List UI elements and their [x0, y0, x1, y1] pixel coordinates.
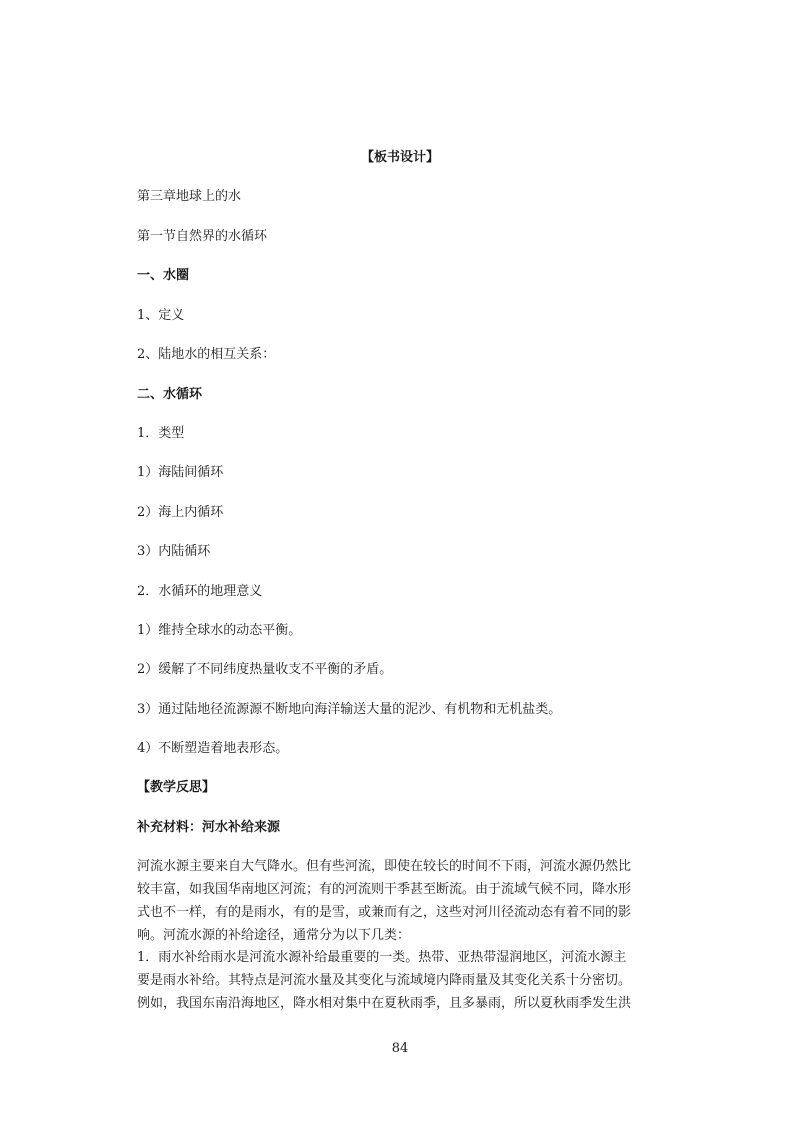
paragraph-rain-supply	[137, 946, 664, 1015]
paragraph-water-sources	[137, 855, 664, 947]
paragraph-line: 较丰富，如我国华南地区河流；有的河流则干季甚至断流。由于流域气候不同，降水形	[137, 882, 632, 897]
type-item: 1）海陆间循环	[137, 465, 224, 480]
paragraph-line: 式也不一样，有的是雨水，有的是雪，或兼而有之，这些对河川径流动态有着不同的影	[137, 905, 632, 920]
paragraph-line: 例如，我国东南沿海地区，降水相对集中在夏秋雨季，且多暴雨，所以夏秋雨季发生洪	[137, 996, 632, 1011]
significance-item: 4）不断塑造着地表形态。	[137, 741, 289, 756]
types-heading: 1．类型	[137, 426, 185, 441]
part2-title: 二、水循环	[137, 387, 203, 402]
page-number: 84	[391, 1041, 409, 1056]
part1-item: 1、定义	[137, 308, 185, 323]
paragraph-line: 要是雨水补给。其特点是河流水量及其变化与流域境内降雨量及其变化关系十分密切。	[137, 973, 632, 988]
significance-item: 2）缓解了不同纬度热量收支不平衡的矛盾。	[137, 662, 393, 677]
part1-item: 2、陆地水的相互关系：	[137, 347, 276, 362]
board-design-heading: 【板书设计】	[360, 150, 439, 165]
section-title: 第一节自然界的水循环	[137, 229, 268, 244]
significance-item: 1）维持全球水的动态平衡。	[137, 623, 302, 638]
reflection-heading: 【教学反思】	[137, 780, 216, 795]
part1-title: 一、水圈	[137, 268, 190, 283]
significance-heading: 2．水循环的地理意义	[137, 584, 263, 599]
supplement-title: 补充材料：河水补给来源	[137, 820, 281, 835]
type-item: 3）内陆循环	[137, 544, 211, 559]
paragraph-line: 1．雨水补给雨水是河流水源补给最重要的一类。热带、亚热带湿润地区，河流水源主	[137, 950, 627, 965]
type-item: 2）海上内循环	[137, 505, 224, 520]
chapter-title: 第三章地球上的水	[137, 189, 242, 204]
significance-item: 3）通过陆地径流源源不断地向海洋输送大量的泥沙、有机物和无机盐类。	[137, 702, 562, 717]
paragraph-line: 河流水源主要来自大气降水。但有些河流，即使在较长的时间不下雨，河流水源仍然比	[137, 859, 632, 874]
paragraph-line: 响。河流水源的补给途径，通常分为以下几类：	[137, 928, 411, 943]
